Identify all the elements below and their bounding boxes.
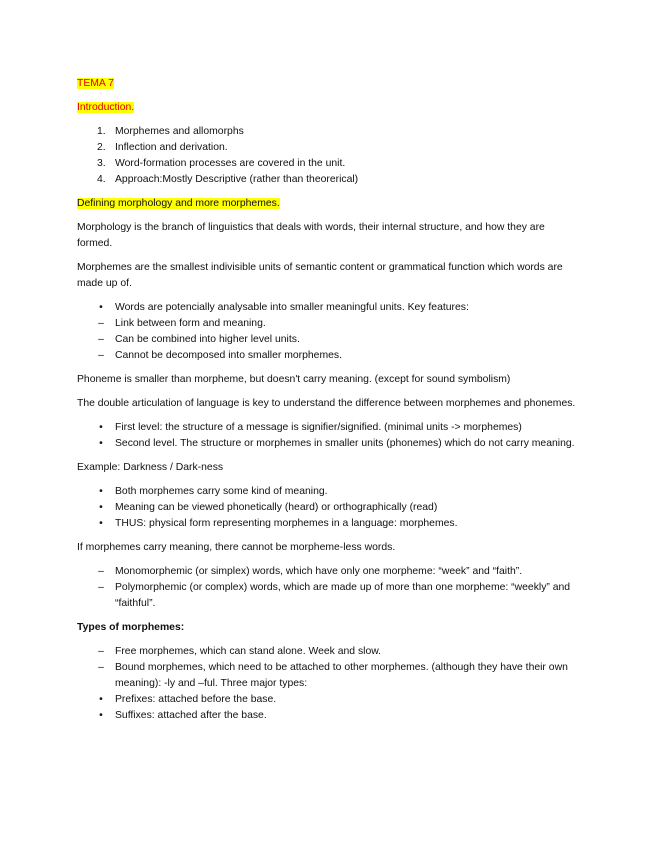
intro-list xyxy=(77,124,577,188)
paragraph-example: Example: Darkness / Dark-ness xyxy=(77,462,224,473)
bullet-icon: • xyxy=(99,502,103,513)
list-item-text: Monomorphemic (or simplex) words, which have only one morpheme: “week” and “faith”. xyxy=(115,566,523,577)
list-number: 4. xyxy=(97,174,106,185)
list-item-text: Approach:Mostly Descriptive (rather than theorerical) xyxy=(115,174,359,185)
bullet-icon: • xyxy=(99,518,103,529)
bullet-icon: • xyxy=(99,694,103,705)
list-item xyxy=(77,500,577,516)
list-item xyxy=(77,564,577,580)
list-item-text: Both morphemes carry some kind of meaning. xyxy=(115,486,328,497)
section-heading-line xyxy=(77,196,577,212)
levels-list xyxy=(77,420,577,452)
list-item xyxy=(77,484,577,500)
document-page xyxy=(77,76,577,724)
list-item-text: Word-formation processes are covered in the unit. xyxy=(115,158,346,169)
dash-icon: – xyxy=(98,662,104,673)
list-item-text: THUS: physical form representing morphemes in a language: morphemes. xyxy=(115,518,458,529)
paragraph-phoneme: Phoneme is smaller than morpheme, but doesn't carry meaning. (except for sound symbolism) xyxy=(77,374,511,385)
list-item-text: Can be combined into higher level units. xyxy=(115,334,300,345)
document-title: TEMA 7 xyxy=(77,78,114,89)
list-item-text: Prefixes: attached before the base. xyxy=(115,694,277,705)
list-item xyxy=(77,692,577,708)
bullet-icon: • xyxy=(99,486,103,497)
list-item xyxy=(77,316,577,332)
words-list xyxy=(77,564,577,612)
paragraph-morphemes: Morphemes are the smallest indivisible units of semantic content or grammatical function which words are made up of. xyxy=(77,262,563,289)
list-item xyxy=(77,156,577,172)
bullet-icon: • xyxy=(99,438,103,449)
list-item xyxy=(77,516,577,532)
dash-icon: – xyxy=(98,646,104,657)
dash-icon: – xyxy=(98,318,104,329)
list-item xyxy=(77,124,577,140)
bullet-icon: • xyxy=(99,710,103,721)
list-item-text: First level: the structure of a message is signifier/signified. (minimal units -> morphemes) xyxy=(115,422,522,433)
paragraph-double-articulation: The double articulation of language is key to understand the difference between morphemes and phonemes. xyxy=(77,398,576,409)
list-item-text: Meaning can be viewed phonetically (heard) or orthographically (read) xyxy=(115,502,438,513)
dash-icon: – xyxy=(98,582,104,593)
section-heading: Defining morphology and more morphemes. xyxy=(77,198,280,209)
list-item-text: Suffixes: attached after the base. xyxy=(115,710,267,721)
intro-heading-line xyxy=(77,100,577,116)
list-item xyxy=(77,580,577,612)
dash-icon: – xyxy=(98,350,104,361)
paragraph-morpheme-less: If morphemes carry meaning, there cannot be morpheme-less words. xyxy=(77,542,396,553)
list-item-text: Cannot be decomposed into smaller morphemes. xyxy=(115,350,342,361)
types-list xyxy=(77,644,577,724)
list-item xyxy=(77,436,577,452)
title-line xyxy=(77,76,577,92)
dash-icon: – xyxy=(98,566,104,577)
list-number: 2. xyxy=(97,142,106,153)
list-item-text: Link between form and meaning. xyxy=(115,318,266,329)
list-item xyxy=(77,300,577,316)
bullet-icon: • xyxy=(99,302,103,313)
list-item-text: Morphemes and allomorphs xyxy=(115,126,244,137)
list-item xyxy=(77,644,577,660)
list-item xyxy=(77,420,577,436)
list-item-text: Inflection and derivation. xyxy=(115,142,228,153)
list-item xyxy=(77,140,577,156)
intro-heading: Introduction. xyxy=(77,102,135,113)
list-item xyxy=(77,708,577,724)
list-item-text: Polymorphemic (or complex) words, which are made up of more than one morpheme: “weekly” and “faithful”. xyxy=(115,582,571,609)
list-item xyxy=(77,660,577,692)
list-item-text: Second level. The structure or morphemes in smaller units (phonemes) which do not carry meaning. xyxy=(115,438,575,449)
list-number: 1. xyxy=(97,126,106,137)
list-number: 3. xyxy=(97,158,106,169)
features-list xyxy=(77,300,577,364)
list-item xyxy=(77,332,577,348)
types-heading: Types of morphemes: xyxy=(77,622,185,633)
list-item xyxy=(77,348,577,364)
paragraph-morphology: Morphology is the branch of linguistics that deals with words, their internal structure, and how they are formed. xyxy=(77,222,545,249)
dash-icon: – xyxy=(98,334,104,345)
list-item-text: Free morphemes, which can stand alone. Week and slow. xyxy=(115,646,382,657)
bullet-icon: • xyxy=(99,422,103,433)
list-item xyxy=(77,172,577,188)
list-item-text: Bound morphemes, which need to be attached to other morphemes. (although they have their own meaning): -ly and –ful. Three major types: xyxy=(115,662,568,689)
example-list xyxy=(77,484,577,532)
list-item-text: Words are potencially analysable into smaller meaningful units. Key features: xyxy=(115,302,469,313)
